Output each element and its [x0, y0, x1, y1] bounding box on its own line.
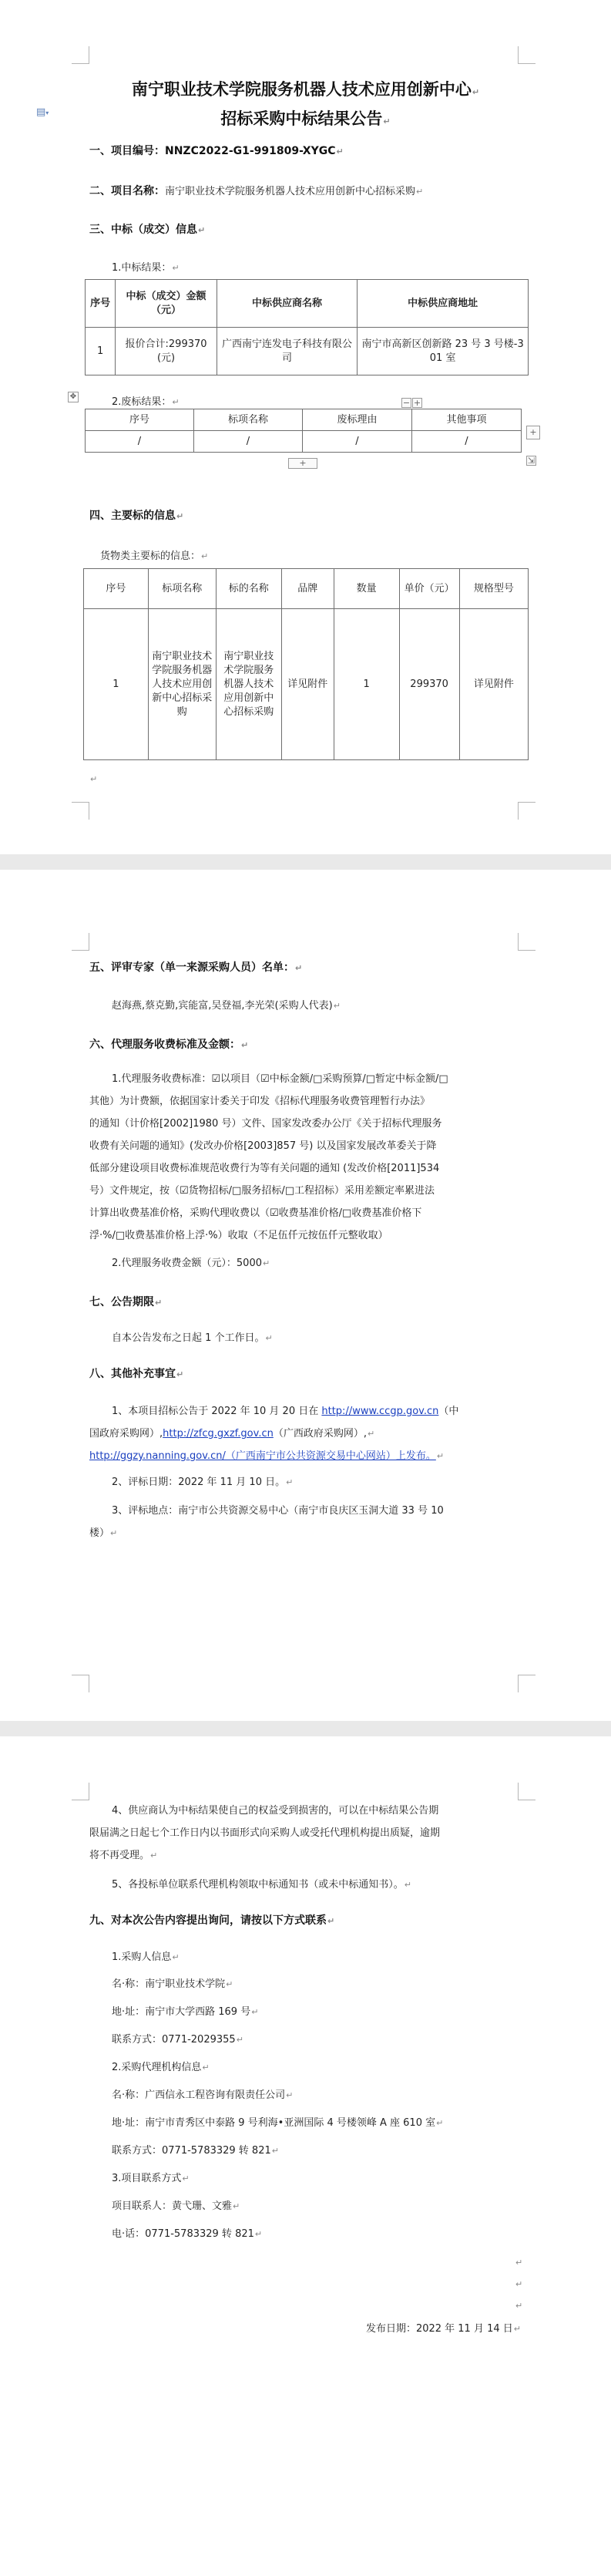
table-cell: / — [303, 431, 412, 453]
table-header-cell: 品牌 — [281, 569, 334, 609]
table-header-cell: 标项名称 — [148, 569, 216, 609]
table-cell: 1 — [84, 609, 149, 760]
section-3-heading: 三、中标（成交）信息↵ — [89, 224, 206, 236]
section-8-paragraph-2: 2、评标日期：2022 年 11 月 10 日。↵ — [112, 1477, 294, 1488]
table-header-cell: 中标（成交）金额（元） — [116, 280, 217, 328]
contact-agency-name: 名·称：广西信永工程咨询有限责任公司↵ — [112, 2089, 294, 2101]
paragraph-mark: ↵ — [515, 2258, 523, 2268]
table-header-cell: 数量 — [334, 569, 399, 609]
document-page-1 — [0, 0, 611, 854]
add-row-button[interactable]: + — [288, 458, 317, 469]
document-page-2 — [0, 870, 611, 1721]
table-row — [86, 328, 529, 375]
text-line: 号）文件规定，按（☑货物招标/□服务招标/□工程招标）采用差额定率累进法 — [89, 1185, 435, 1197]
crop-mark — [72, 46, 89, 64]
crop-mark — [72, 802, 89, 820]
table-header-row — [86, 280, 529, 328]
text-line: 3、评标地点：南宁市公共资源交易中心（南宁市良庆区玉洞大道 33 号 10 — [112, 1505, 444, 1517]
table-row — [86, 431, 522, 453]
table-cell: / — [412, 431, 522, 453]
table-cell: 1 — [86, 328, 116, 375]
section-8-paragraph-4: 4、供应商认为中标结果使自己的权益受到损害的，可以在中标结果公告期 限届满之日起七个工作日内以书面形式向采购人或受托代理机构提出质疑，逾期 将不再受理。↵ — [89, 1800, 521, 1867]
crop-mark — [518, 1783, 535, 1800]
table-cell: 详见附件 — [459, 609, 528, 760]
crop-mark — [518, 1675, 535, 1692]
section-9-heading: 九、对本次公告内容提出询问，请按以下方式联系↵ — [89, 1914, 335, 1927]
section-6-paragraph-2: 2.代理服务收费金额（元）：5000↵ — [112, 1258, 270, 1269]
contact-agency-phone: 联系方式：0771-5783329 转 821↵ — [112, 2145, 279, 2157]
table-cell: 南宁职业技术学院服务机器人技术应用创新中心招标采购 — [148, 609, 216, 760]
publish-date: 发布日期：2022 年 11 月 14 日↵ — [365, 2323, 521, 2335]
table-header-cell: 单价（元） — [399, 569, 459, 609]
table-cell: 南宁市高新区创新路 23 号 3 号楼-301 室 — [358, 328, 529, 375]
crop-mark — [518, 46, 535, 64]
table-header-row — [84, 569, 529, 609]
section-8-paragraph-3: 3、评标地点：南宁市公共资源交易中心（南宁市良庆区玉洞大道 33 号 10 楼）↵ — [89, 1500, 521, 1544]
document-page-3 — [0, 1736, 611, 2576]
table-cell: 报价合计:299370(元) — [116, 328, 217, 375]
crop-mark — [518, 802, 535, 820]
section-3-sub1: 1.中标结果：↵ — [112, 262, 180, 274]
table-header-cell: 废标理由 — [303, 409, 412, 431]
section-6-paragraph-1 — [89, 1068, 521, 1247]
table-cell: / — [86, 431, 194, 453]
paragraph-mark: ↵ — [515, 2279, 523, 2289]
crop-mark — [72, 933, 89, 951]
table-row — [84, 609, 529, 760]
text-line: 低部分建设项目收费标准规范收费行为等有关问题的通知 (发改价格[2011]534 — [89, 1163, 440, 1174]
section-7-heading: 七、公告期限↵ — [89, 1296, 163, 1308]
table-move-handle-icon[interactable]: ✥ — [68, 392, 79, 402]
table-header-cell: 序号 — [84, 569, 149, 609]
crop-mark — [518, 933, 535, 951]
ccgp-link[interactable]: http://www.ccgp.gov.cn — [321, 1406, 439, 1417]
contact-project-person: 项目联系人：黄弋珊、文雅↵ — [112, 2201, 240, 2212]
table-resize-handle-icon[interactable]: ⇲ — [527, 456, 535, 466]
table-header-cell: 规格型号 — [459, 569, 528, 609]
text-line: 其他）为计费额，依据国家计委关于印发《招标代理服务收费管理暂行办法》 — [89, 1096, 431, 1107]
crop-mark — [72, 1783, 89, 1800]
section-1-project-number: 一、项目编号：NNZC2022-G1-991809-XYGC↵ — [89, 145, 344, 157]
text-line: 浮·%/□收费基准价格上浮·%）收取（不足伍仟元按伍仟元整收取） — [89, 1230, 388, 1241]
table-header-cell: 其他事项 — [412, 409, 522, 431]
section-2-project-name: 二、项目名称：南宁职业技术学院服务机器人技术应用创新中心招标采购↵ — [89, 185, 424, 197]
contact-purchaser-address: 地·址：南宁市大学西路 169 号↵ — [112, 2006, 259, 2018]
section-8-heading: 八、其他补充事宜↵ — [89, 1368, 184, 1380]
contact-project-phone: 电·话：0771-5783329 转 821↵ — [112, 2228, 263, 2240]
collapse-column-icon[interactable]: − — [402, 398, 411, 408]
table-cell: 南宁职业技术学院服务机器人技术应用创新中心招标采购 — [216, 609, 281, 760]
table-cell: 广西南宁连发电子科技有限公司 — [217, 328, 357, 375]
text-line: 4、供应商认为中标结果使自己的权益受到损害的，可以在中标结果公告期 — [112, 1805, 439, 1817]
contact-agency-title: 2.采购代理机构信息↵ — [112, 2062, 210, 2073]
contact-purchaser-name: 名·称：南宁职业技术学院↵ — [112, 1978, 233, 1990]
section-8-paragraph-5: 5、各投标单位联系代理机构领取中标通知书（或未中标通知书）。↵ — [112, 1879, 411, 1891]
page-title-line1: 南宁职业技术学院服务机器人技术应用创新中心↵ — [131, 80, 480, 99]
item-info-table — [83, 568, 529, 760]
table-cell: 299370 — [399, 609, 459, 760]
section-5-text: 赵海燕,蔡克勤,宾能富,吴登福,李光荣(采购人代表)↵ — [112, 1000, 341, 1012]
section-7-text: 自本公告发布之日起 1 个工作日。↵ — [112, 1332, 273, 1344]
text-line: 限届满之日起七个工作日内以书面形式向采购人或受托代理机构提出质疑，逾期 — [89, 1827, 441, 1839]
table-header-cell: 中标供应商名称 — [217, 280, 357, 328]
text-line: 的通知（计价格[2002]1980 号）文件、国家发改委办公厅《关于招标代理服务 — [89, 1118, 442, 1130]
crop-mark — [72, 1675, 89, 1692]
table-header-cell: 标的名称 — [216, 569, 281, 609]
gxzf-link[interactable]: http://zfcg.gxzf.gov.cn — [163, 1428, 274, 1440]
section-3-sub2: 2.废标结果：↵ — [112, 396, 180, 408]
section-8-paragraph-1: 1、本项目招标公告于 2022 年 10 月 20 日在 http://www.ccgp.gov.cn（中 国政府采购网）,http://zfcg.gxzf.gov.cn（广西政府采购网）,↵ http://ggzy.nanning.gov.cn/（广西南宁市公共资源交易中心网站）上发布。↵ — [89, 1406, 459, 1462]
text-line: 收费有关问题的通知》(发改办价格[2003]857 号) 以及国家发展改革委关于降 — [89, 1140, 437, 1152]
contact-project-title: 3.项目联系方式↵ — [112, 2173, 190, 2184]
contact-purchaser-phone: 联系方式：0771-2029355↵ — [112, 2034, 243, 2046]
paragraph-mark: ↵ — [515, 2301, 523, 2311]
page-title-line2: 招标采购中标结果公告↵ — [220, 109, 391, 128]
section-4-heading: 四、主要标的信息↵ — [89, 510, 184, 522]
table-cell: 详见附件 — [281, 609, 334, 760]
paragraph-mark: ↵ — [90, 774, 98, 784]
table-header-cell: 标项名称 — [194, 409, 303, 431]
table-cell: / — [194, 431, 303, 453]
contact-agency-address: 地·址：南宁市青秀区中泰路 9 号利海•亚洲国际 4 号楼领峰 A 座 610 室↵ — [112, 2117, 444, 2129]
text-line: 计算出收费基准价格，采购代理收费以（☑收费基准价格/□收费基准价格下 — [89, 1207, 422, 1219]
table-header-cell: 序号 — [86, 280, 116, 328]
contact-purchaser-title: 1.采购人信息↵ — [112, 1951, 180, 1963]
add-column-icon[interactable]: + — [413, 398, 421, 408]
fail-result-table — [85, 409, 522, 453]
text-line: 1.代理服务收费标准：☑以项目（☑中标金额/□采购预算/□暂定中标金额/□ — [112, 1073, 448, 1085]
nanning-ggzy-link[interactable]: http://ggzy.nanning.gov.cn/（广西南宁市公共资源交易中心网站）上发布。 — [89, 1450, 436, 1462]
win-result-table — [85, 279, 529, 375]
document-outline-icon[interactable]: ▤▾ — [36, 106, 49, 118]
section-4-sub: 货物类主要标的信息：↵ — [100, 551, 209, 562]
table-header-cell: 序号 — [86, 409, 194, 431]
add-row-side-icon[interactable]: + — [526, 426, 540, 439]
table-cell: 1 — [334, 609, 399, 760]
section-5-heading: 五、评审专家（单一来源采购人员）名单：↵ — [89, 961, 303, 974]
section-6-heading: 六、代理服务收费标准及金额：↵ — [89, 1039, 249, 1051]
table-header-row — [86, 409, 522, 431]
table-header-cell: 中标供应商地址 — [358, 280, 529, 328]
